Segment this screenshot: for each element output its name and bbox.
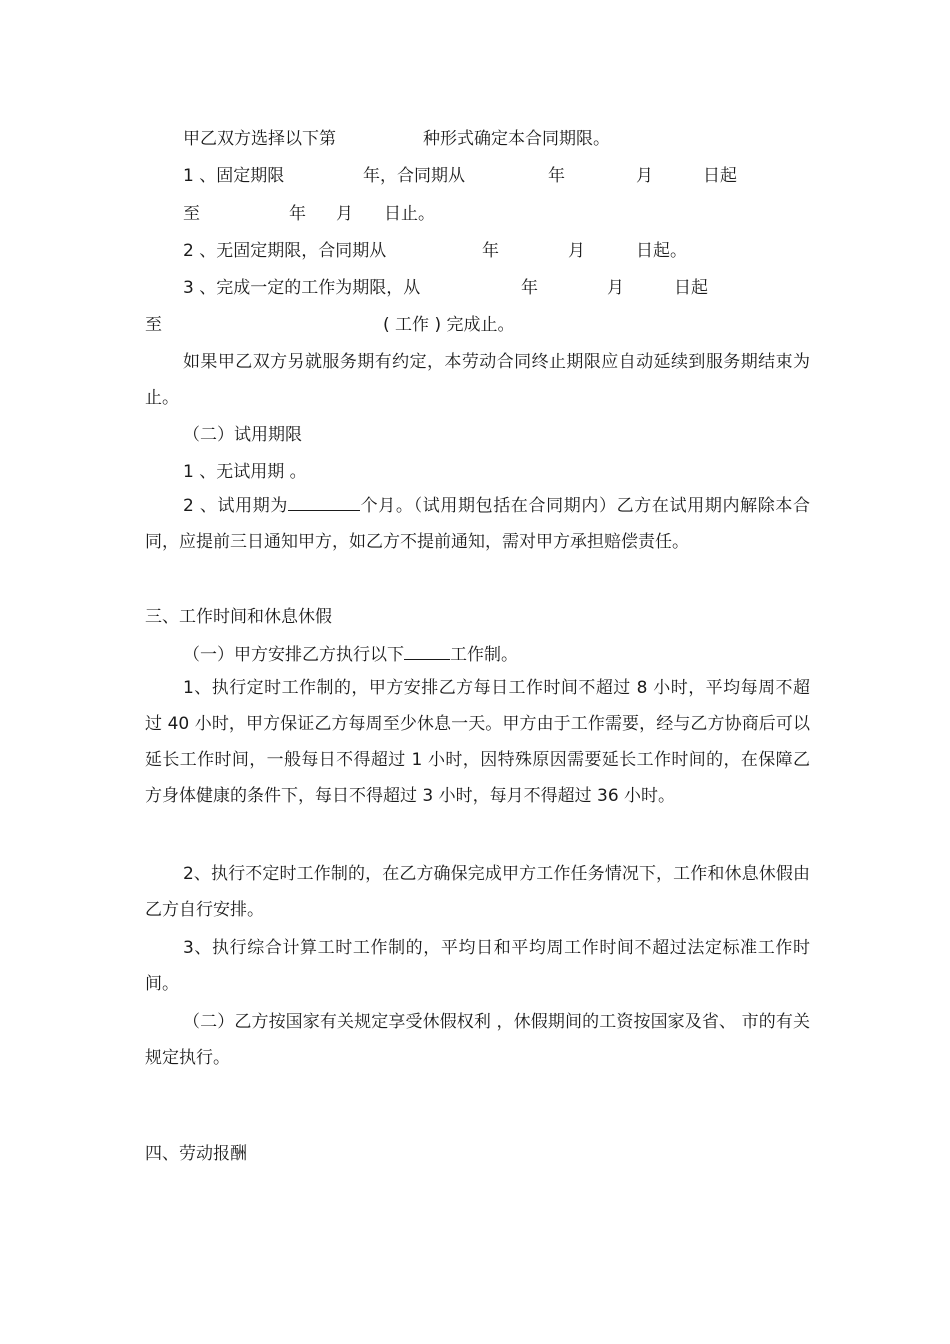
day-start-label: 日起。 [636,241,687,261]
probation-months-blank[interactable] [288,492,360,511]
month-label: 月 [336,204,353,224]
day-start-label: 日起 [703,166,737,186]
flexible-hours-paragraph: 2、执行不定时工作制的，在乙方确保完成甲方工作任务情况下，工作和休息休假由乙方自行安排。 [145,864,810,920]
year-label: 年 [548,166,565,186]
probation-text-start: 2 、试用期为 [183,496,289,516]
to-label: 至 [145,315,162,335]
no-probation-item: 1 、无试用期 。 [183,462,307,482]
work-schedule-text-end: 工作制。 [450,645,518,665]
open-term-label: 2 、无固定期限，合同期从 [183,241,387,261]
work-schedule-text: （一）甲方安排乙方执行以下 [183,645,404,665]
fixed-term-start-label: 年，合同期从 [363,166,465,186]
task-complete-label: ( 工作 ) 完成止。 [383,315,515,335]
section-four-heading: 四、劳动报酬 [145,1144,247,1164]
to-label: 至 [183,204,200,224]
month-label: 月 [568,241,585,261]
probation-paragraph [145,488,810,560]
day-end-label: 日止。 [384,204,435,224]
service-period-paragraph: 如果甲乙双方另就服务期有约定，本劳动合同终止期限应自动延续到服务期结束为止。 [145,352,810,408]
month-label: 月 [607,278,624,298]
day-start-label: 日起 [674,278,708,298]
year-label: 年 [482,241,499,261]
leave-rights-paragraph: （二）乙方按国家有关规定享受休假权利 ，休假期间的工资按国家及省、 市的有关规定执行。 [145,1012,810,1068]
probation-text-end: 个月。（试用期包括在合同期内）乙方在试用期内解除本合同，应提前三日通知甲方，如乙方不提前通知，需对甲方承担赔偿责任。 [145,496,810,552]
year-label: 年 [289,204,306,224]
task-term-label: 3 、完成一定的工作为期限，从 [183,278,421,298]
year-label: 年 [521,278,538,298]
fixed-term-label: 1 、固定期限 [183,166,285,186]
work-system-blank[interactable] [404,641,450,660]
probation-heading: （二）试用期限 [183,425,302,445]
comprehensive-hours-paragraph: 3、执行综合计算工时工作制的，平均日和平均周工作时间不超过法定标准工作时间。 [145,938,810,994]
month-label: 月 [636,166,653,186]
work-schedule-line [183,641,518,667]
section-three-heading: 三、工作时间和休息休假 [145,607,332,627]
term-choice-text-end: 种形式确定本合同期限。 [423,129,610,149]
term-choice-text: 甲乙双方选择以下第 [183,129,336,149]
standard-hours-paragraph: 1、执行定时工作制的，甲方安排乙方每日工作时间不超过 8 小时，平均每周不超过 40 小时，甲方保证乙方每周至少休息一天。甲方由于工作需要，经与乙方协商后可以延长工作时间，一般每日不得超过 1 小时，因特殊原因需要延长工作时间的，在保障乙方身体健康的条件下，每日不得超过 3 小时，每月不得超过 36 小时。 [145,678,810,806]
